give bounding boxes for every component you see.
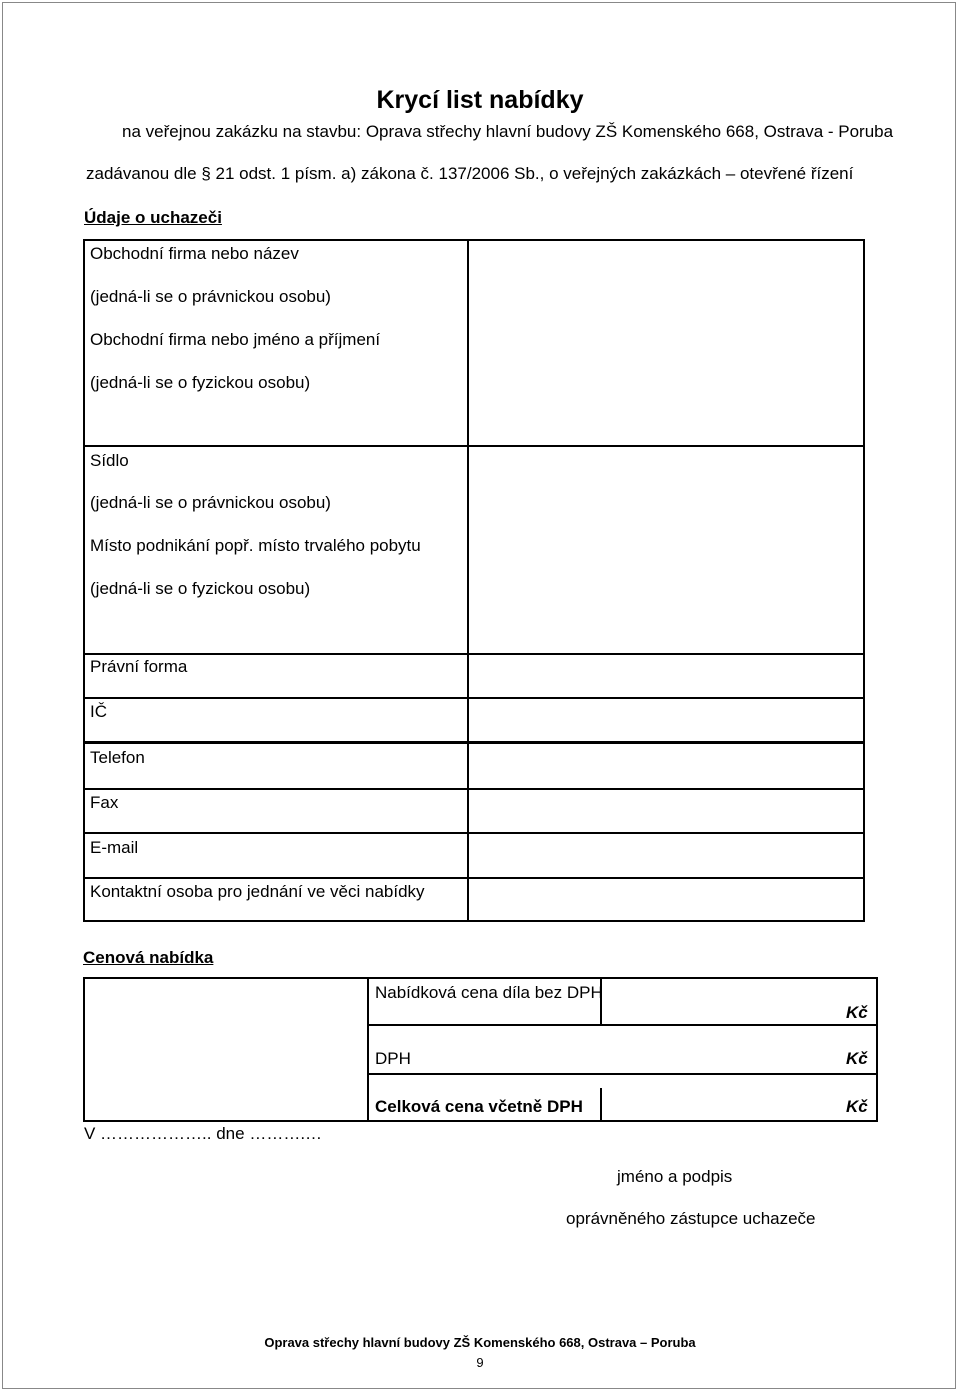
label-legal-form: Právní forma [90, 657, 188, 676]
label-phone: Telefon [90, 748, 145, 767]
page-number: 9 [476, 1355, 484, 1370]
price-section-heading: Cenová nabídka [83, 948, 214, 967]
signature-role-label: oprávněného zástupce uchazeče [566, 1209, 816, 1228]
seat-field[interactable] [469, 447, 863, 653]
ic-field[interactable] [469, 699, 863, 741]
subtitle-line-1: na veřejnou zakázku na stavbu: Oprava střechy hlavní budovy ZŠ Komenského 668, Ostrava - Poruba [122, 122, 894, 141]
label-legal-person-note: (jedná-li se o právnickou osobu) [90, 493, 331, 512]
vat-label: DPH [375, 1049, 411, 1068]
label-natural-person-note: (jedná-li se o fyzickou osobu) [90, 373, 311, 392]
fax-field[interactable] [469, 790, 863, 832]
label-place-of-business: Místo podnikání popř. místo trvalého pobytu [90, 536, 421, 555]
footer-text: Oprava střechy hlavní budovy ZŠ Komenského 668, Ostrava – Poruba [264, 1335, 696, 1350]
label-ic: IČ [90, 702, 107, 721]
row-separator [367, 1073, 878, 1075]
label-email: E-mail [90, 838, 139, 857]
currency-label: Kč [846, 1049, 868, 1068]
currency-label: Kč [846, 1097, 868, 1116]
email-field[interactable] [469, 834, 863, 877]
subtitle-line-2: zadávanou dle § 21 odst. 1 písm. a) zákona č. 137/2006 Sb., o veřejných zakázkách – otevřené řízení [86, 164, 854, 183]
label-legal-person-note: (jedná-li se o právnickou osobu) [90, 287, 331, 306]
currency-label: Kč [846, 1003, 868, 1022]
total-price-field[interactable] [602, 1089, 842, 1120]
total-price-label: Celková cena včetně DPH [375, 1097, 583, 1116]
contact-person-field[interactable] [469, 879, 863, 920]
applicant-section-heading: Údaje o uchazeči [84, 208, 222, 227]
signature-name-label: jméno a podpis [617, 1167, 733, 1186]
label-contact-person: Kontaktní osoba pro jednání ve věci nabídky [90, 882, 425, 901]
label-company-name: Obchodní firma nebo název [90, 244, 299, 263]
label-name-surname: Obchodní firma nebo jméno a příjmení [90, 330, 381, 349]
phone-field[interactable] [469, 744, 863, 788]
legal-form-field[interactable] [469, 655, 863, 697]
document-title: Krycí list nabídky [376, 86, 584, 114]
place-date-line: V ……………….. dne ……….… [84, 1124, 323, 1143]
label-natural-person-note: (jedná-li se o fyzickou osobu) [90, 579, 311, 598]
price-without-vat-label: Nabídková cena díla bez DPH [375, 983, 603, 1002]
stamp-area[interactable] [85, 979, 367, 1120]
label-seat: Sídlo [90, 451, 129, 470]
vat-field[interactable] [602, 1026, 842, 1073]
price-without-vat-field[interactable] [602, 979, 842, 1024]
price-table-divider [367, 977, 369, 1122]
company-name-field[interactable] [469, 241, 863, 445]
label-fax: Fax [90, 793, 119, 812]
